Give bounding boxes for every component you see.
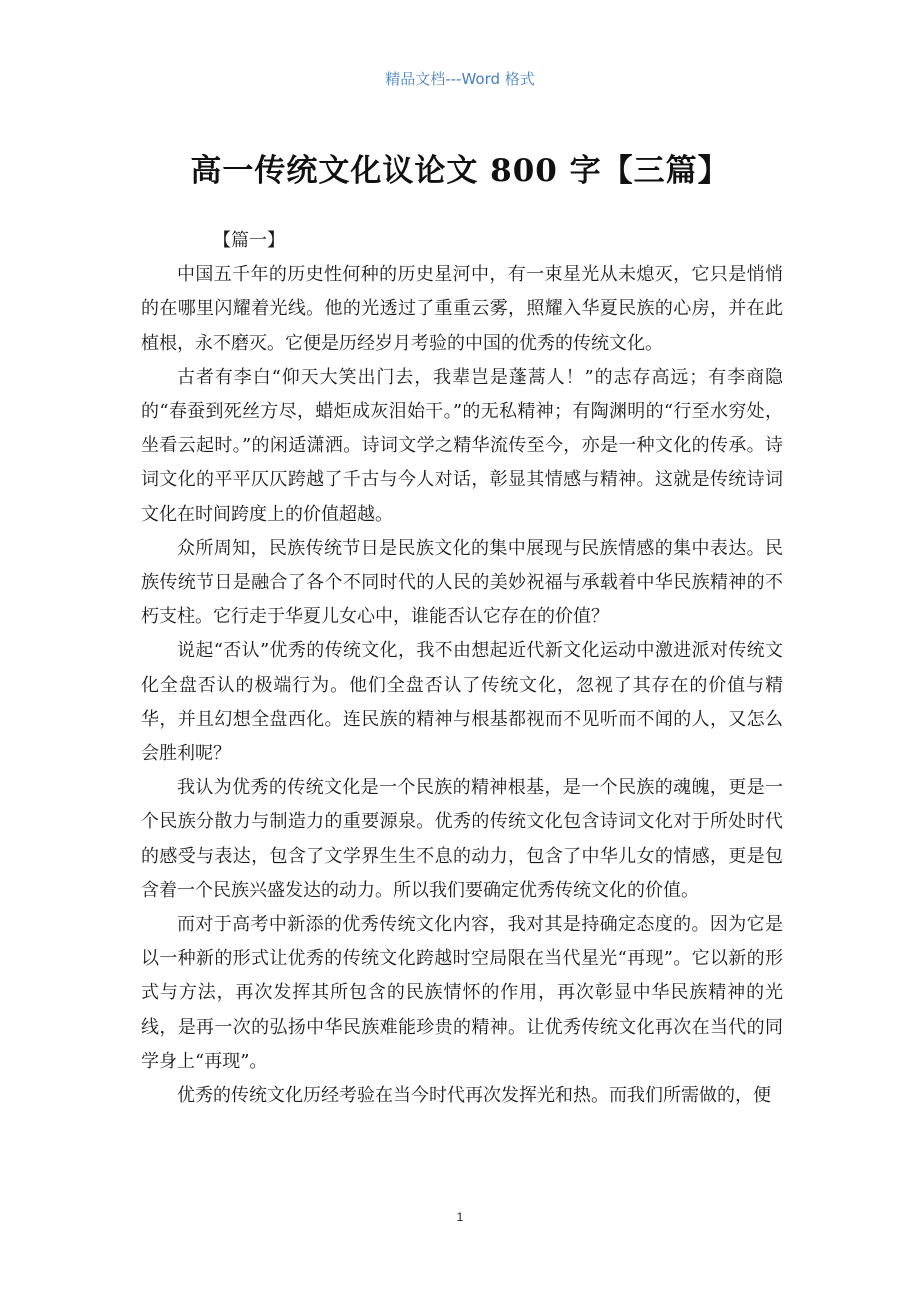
document-title: 高一传统文化议论文 800 字【三篇】	[190, 153, 730, 189]
section-heading: 【篇一】	[213, 230, 285, 251]
paragraph-6: 而对于高考中新添的优秀传统文化内容，我对其是持确定态度的。因为它是以一种新的形式让优秀的传统文化跨越时空局限在当代星光“再现”。它以新的形式与方法，再次发挥其所包含的民族情怀的作用，再次彰显中华民族精神的光线，是再一次的弘扬中华民族难能珍贵的精神。让优秀传统文化再次在当代的同学身上“再现”。	[141, 914, 783, 1072]
paragraph-7: 优秀的传统文化历经考验在当今时代再次发挥光和热。而我们所需做的，便	[177, 1085, 771, 1107]
paragraph-5: 我认为优秀的传统文化是一个民族的精神根基，是一个民族的魂魄，更是一个民族分散力与制造力的重要源泉。优秀的传统文化包含诗词文化对于所处时代的感受与表达，包含了文学界生生不息的动力，包含了中华儿女的情感，更是包含着一个民族兴盛发达的动力。所以我们要确定优秀传统文化的价值。	[141, 777, 783, 901]
paragraph-3: 众所周知，民族传统节日是民族文化的集中展现与民族情感的集中表达。民族传统节日是融合了各个不同时代的人民的美妙祝福与承载着中华民族精神的不朽支柱。它行走于华夏儿女心中，谁能否认它存在的价值？	[141, 537, 783, 628]
document-body	[141, 224, 783, 1113]
paragraph-2: 古者有李白“仰天大笑出门去，我辈岂是蓬蒿人！”的志存高远；有李商隐的“春蚕到死丝方尽，蜡炬成灰泪始干。”的无私精神；有陶渊明的“行至水穷处，坐看云起时。”的闲适潇洒。诗词文学之精华流传至今，亦是一种文化的传承。诗词文化的平平仄仄跨越了千古与今人对话，彰显其情感与精神。这就是传统诗词文化在时间跨度上的价值超越。	[141, 366, 783, 525]
page-number: 1	[456, 1210, 464, 1224]
paragraph-1: 中国五千年的历史性何种的历史星河中，有一束星光从未熄灭，它只是悄悄的在哪里闪耀着光线。他的光透过了重重云雾，照耀入华夏民族的心房，并在此植根，永不磨灭。它便是历经岁月考验的中国的优秀的传统文化。	[141, 264, 783, 354]
paragraph-4: 说起“否认”优秀的传统文化，我不由想起近代新文化运动中激进派对传统文化全盘否认的极端行为。他们全盘否认了传统文化，忽视了其存在的价值与精华，并且幻想全盘西化。连民族的精神与根基都视而不见听而不闻的人，又怎么会胜利呢？	[141, 640, 783, 765]
page-header: 精品文档---Word 格式	[385, 70, 535, 88]
